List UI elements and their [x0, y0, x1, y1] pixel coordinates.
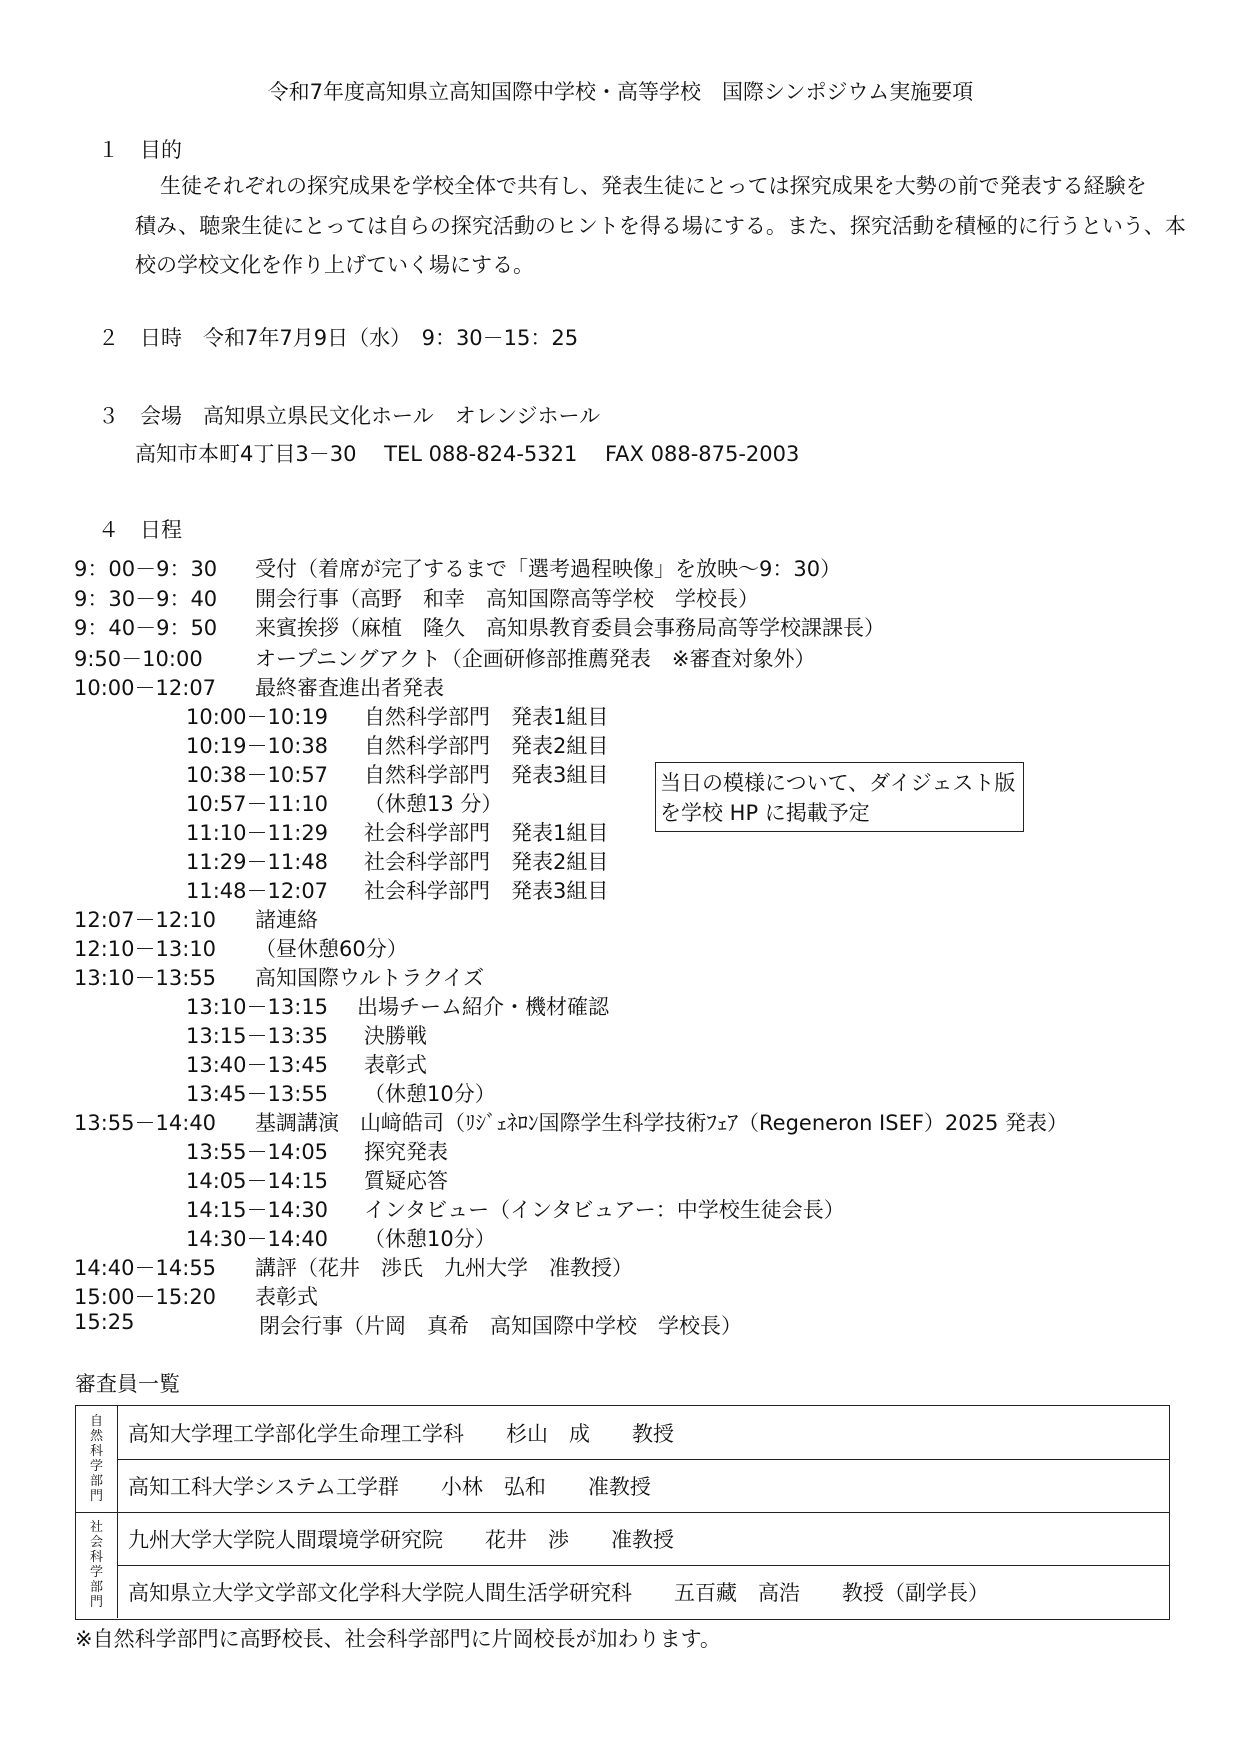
schedule-desc: 社会科学部門 発表3組目	[364, 879, 609, 903]
schedule-time: 15:25	[74, 1310, 135, 1334]
schedule-desc: 質疑応答	[364, 1169, 448, 1193]
schedule-desc: 表彰式	[364, 1053, 427, 1077]
judges-group-label: 社会科学部門	[76, 1512, 118, 1618]
schedule-desc: 自然科学部門 発表2組目	[364, 734, 609, 758]
schedule-time: 13:55－14:05	[186, 1140, 329, 1164]
schedule-time: 10:00－10:19	[186, 705, 329, 729]
schedule-time: 13:10－13:15	[186, 995, 329, 1019]
schedule-desc: 受付（着席が完了するまで「選考過程映像」を放映～9：30）	[255, 557, 842, 581]
schedule-desc: 自然科学部門 発表1組目	[364, 705, 609, 729]
schedule-desc: （休憩10分）	[364, 1082, 496, 1106]
schedule-desc: 閉会行事（片岡 真希 高知国際中学校 学校長）	[259, 1314, 742, 1338]
venue-heading: ３ 会場 高知県立県民文化ホール オレンジホール	[98, 404, 601, 428]
schedule-desc: （休憩10分）	[364, 1227, 496, 1251]
schedule-desc: 基調講演 山﨑皓司（ﾘｼﾞｪﾈﾛﾝ国際学生科学技術ﾌｪｱ（Regeneron ISEF）2025 発表）	[255, 1111, 1069, 1135]
judge-entry: 高知県立大学文学部文化学科大学院人間生活学研究科 五百藏 高浩 教授（副学長）	[128, 1580, 989, 1605]
purpose-line-1: 生徒それぞれの探究成果を学校全体で共有し、発表生徒にとっては探究成果を大勢の前で発表する経験を	[160, 174, 1147, 198]
schedule-time: 9:50－10:00	[74, 647, 203, 671]
judges-group-label: 自然科学部門	[76, 1406, 118, 1512]
schedule-time: 10:19－10:38	[186, 734, 329, 758]
venue-address: 高知市本町4丁目3－30 TEL 088-824-5321 FAX 088-875-2003	[135, 442, 800, 466]
schedule-desc: 来賓挨拶（麻植 隆久 高知県教育委員会事務局高等学校課課長）	[255, 616, 885, 640]
schedule-time: 12:10－13:10	[74, 937, 217, 961]
schedule-desc: オープニングアクト（企画研修部推薦発表 ※審査対象外）	[255, 647, 816, 671]
schedule-time: 10:38－10:57	[186, 763, 329, 787]
purpose-heading: １ 目的	[98, 138, 182, 162]
schedule-desc: インタビュー（インタビュアー：中学校生徒会長）	[364, 1198, 845, 1222]
schedule-time: 14:40－14:55	[74, 1256, 217, 1280]
datetime-line: ２ 日時 令和7年7月9日（水） 9：30－15：25	[98, 326, 579, 350]
schedule-time: 14:15－14:30	[186, 1198, 329, 1222]
schedule-time: 13:15－13:35	[186, 1024, 329, 1048]
schedule-time: 13:40－13:45	[186, 1053, 329, 1077]
schedule-time: 11:48－12:07	[186, 879, 329, 903]
schedule-desc: 高知国際ウルトラクイズ	[255, 966, 485, 990]
schedule-desc: 決勝戦	[364, 1024, 427, 1048]
schedule-desc: （昼休憩60分）	[255, 937, 408, 961]
schedule-time: 9：00－9：30	[74, 557, 218, 581]
purpose-line-2: 積み、聴衆生徒にとっては自らの探究活動のヒントを得る場にする。また、探究活動を積極的に行うという、本	[135, 214, 1186, 238]
digest-note-box: 当日の模様について、ダイジェスト版を学校 HP に掲載予定	[655, 762, 1024, 832]
schedule-desc: 社会科学部門 発表2組目	[364, 850, 609, 874]
schedule-time: 14:05－14:15	[186, 1169, 329, 1193]
schedule-desc: 講評（花井 渉氏 九州大学 准教授）	[255, 1256, 633, 1280]
schedule-time: 9：30－9：40	[74, 587, 218, 611]
schedule-desc: 表彰式	[255, 1285, 318, 1309]
schedule-time: 10:57－11:10	[186, 792, 329, 816]
schedule-time: 11:29－11:48	[186, 850, 329, 874]
schedule-desc: 自然科学部門 発表3組目	[364, 763, 609, 787]
schedule-time: 12:07－12:10	[74, 908, 217, 932]
document-title: 令和7年度高知県立高知国際中学校・高等学校 国際シンポジウム実施要項	[267, 80, 974, 104]
judges-table	[75, 1405, 1170, 1620]
judges-footnote: ※自然科学部門に高野校長、社会科学部門に片岡校長が加わります。	[75, 1627, 721, 1651]
schedule-desc: 最終審査進出者発表	[255, 676, 444, 700]
judges-heading: 審査員一覧	[75, 1372, 180, 1396]
judge-entry: 高知工科大学システム工学群 小林 弘和 准教授	[128, 1474, 651, 1499]
schedule-time: 15:00－15:20	[74, 1285, 217, 1309]
schedule-time: 13:55－14:40	[74, 1111, 217, 1135]
schedule-time: 14:30－14:40	[186, 1227, 329, 1251]
schedule-desc: （休憩13 分）	[364, 792, 503, 816]
judge-entry: 高知大学理工学部化学生命理工学科 杉山 成 教授	[128, 1421, 674, 1446]
purpose-line-3: 校の学校文化を作り上げていく場にする。	[135, 253, 534, 277]
schedule-desc: 社会科学部門 発表1組目	[364, 821, 609, 845]
schedule-time: 11:10－11:29	[186, 821, 329, 845]
schedule-time: 13:45－13:55	[186, 1082, 329, 1106]
schedule-heading: ４ 日程	[98, 518, 182, 542]
schedule-time: 10:00－12:07	[74, 676, 217, 700]
schedule-time: 9：40－9：50	[74, 616, 218, 640]
schedule-desc: 開会行事（高野 和幸 高知国際高等学校 学校長）	[255, 587, 759, 611]
schedule-time: 13:10－13:55	[74, 966, 217, 990]
judge-entry: 九州大学大学院人間環境学研究院 花井 渉 准教授	[128, 1527, 674, 1552]
schedule-desc: 諸連絡	[255, 908, 318, 932]
schedule-desc: 探究発表	[364, 1140, 448, 1164]
schedule-desc: 出場チーム紹介・機材確認	[357, 995, 609, 1019]
